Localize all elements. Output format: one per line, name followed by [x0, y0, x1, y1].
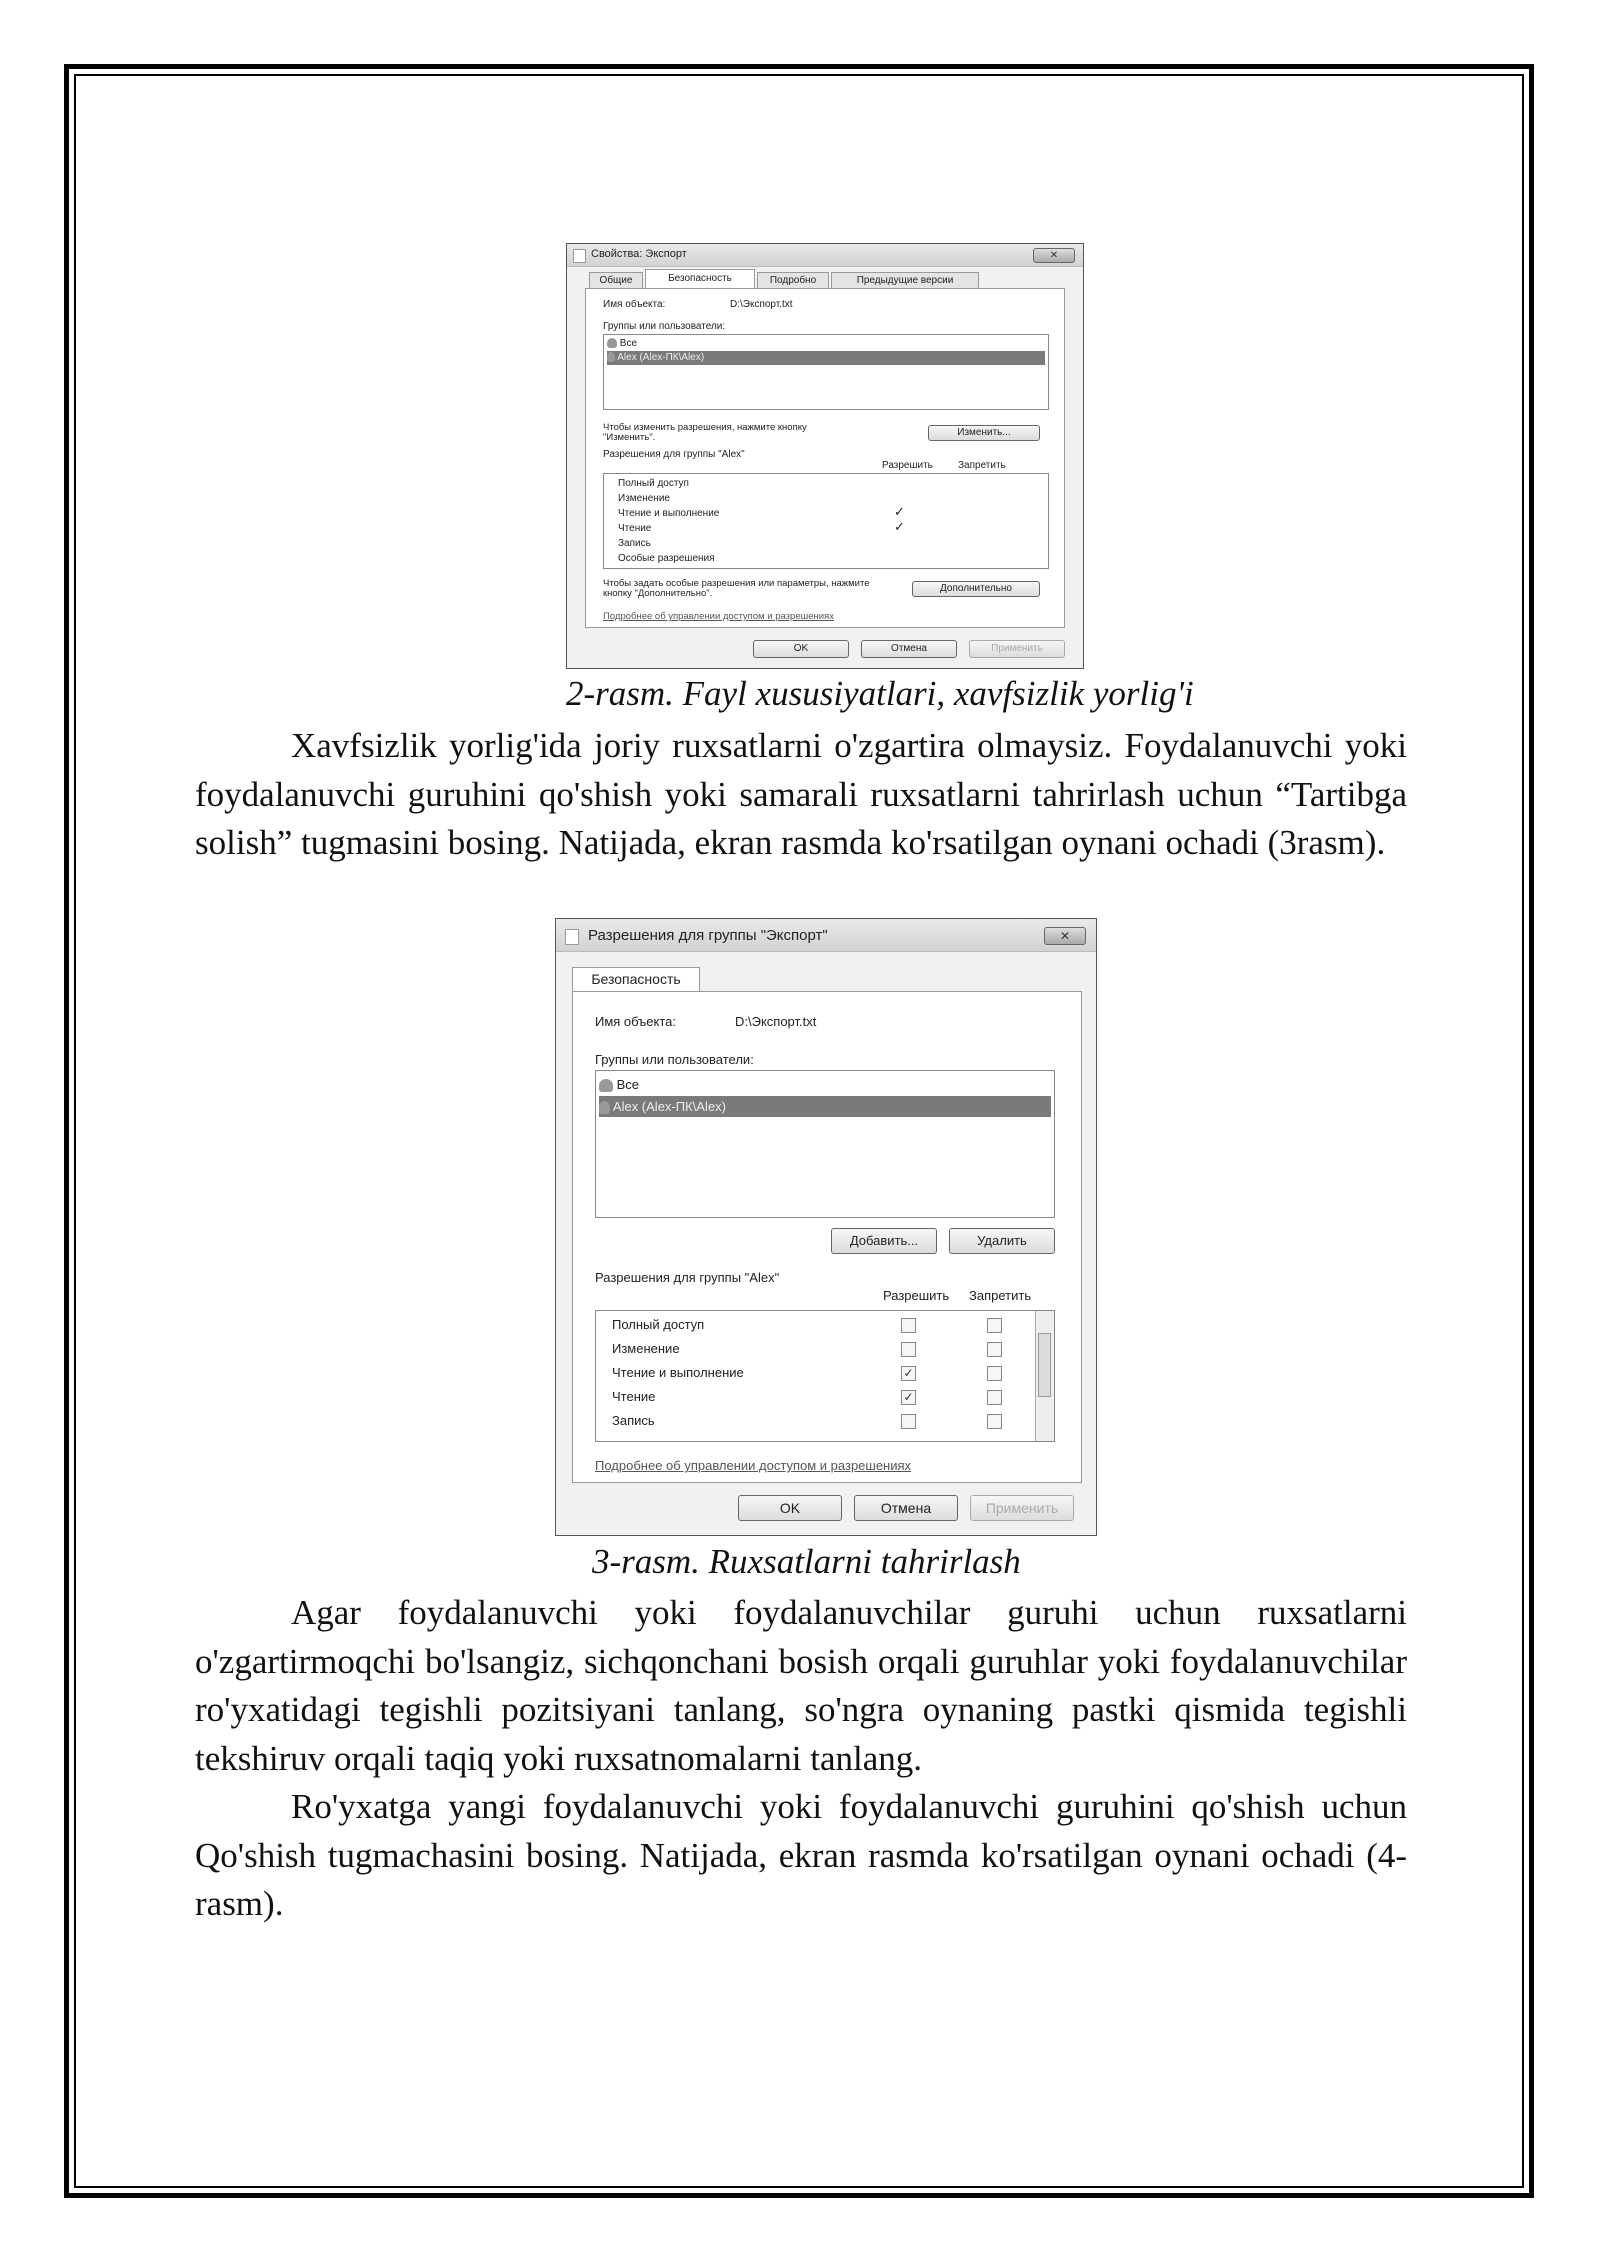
- allow-checkbox[interactable]: [901, 1342, 916, 1357]
- deny-checkbox[interactable]: [987, 1390, 1002, 1405]
- security-tab-panel: [585, 288, 1065, 628]
- users-group-icon: [599, 1079, 613, 1092]
- permission-row: Чтение: [618, 523, 652, 534]
- permission-row: Запись: [612, 1413, 655, 1428]
- ok-button[interactable]: OK: [753, 640, 849, 658]
- permission-row: Чтение и выполнение: [618, 508, 720, 519]
- close-button[interactable]: ✕: [1044, 927, 1086, 945]
- dialog-title: Разрешения для группы "Экспорт": [588, 927, 828, 944]
- permissions-label: Разрешения для группы "Alex": [595, 1270, 780, 1285]
- deny-column-header: Запретить: [969, 1288, 1032, 1303]
- user-icon: [599, 1101, 610, 1114]
- figure-3-caption: 3-rasm. Ruxsatlarni tahrirlash: [592, 1542, 1021, 1581]
- allow-checkbox[interactable]: ✓: [901, 1390, 916, 1405]
- permission-row: Полный доступ: [618, 478, 689, 489]
- list-item[interactable]: [607, 337, 1045, 351]
- object-name-label: Имя объекта:: [603, 299, 666, 310]
- deny-column-header: Запретить: [958, 460, 1006, 471]
- tab-general[interactable]: Общие: [589, 272, 643, 288]
- user-icon: [607, 352, 615, 362]
- permission-row: Чтение: [612, 1389, 656, 1404]
- dialog-title: Свойства: Экспорт: [591, 248, 687, 260]
- special-permissions-hint: Чтобы задать особые разрешения или параметры, нажмите кнопку "Дополнительно".: [603, 578, 870, 599]
- permission-row: Чтение и выполнение: [612, 1365, 744, 1380]
- tab-security[interactable]: Безопасность: [572, 967, 700, 991]
- users-listbox[interactable]: [603, 334, 1049, 410]
- properties-dialog-screenshot: [566, 243, 1084, 669]
- list-item[interactable]: [599, 1074, 1051, 1095]
- access-control-help-link[interactable]: Подробнее об управлении доступом и разрешениях: [595, 1458, 912, 1473]
- tab-previous-versions[interactable]: Предыдущие версии: [831, 272, 979, 288]
- file-icon: [565, 929, 579, 945]
- allow-column-header: Разрешить: [883, 1288, 950, 1303]
- group-permissions-dialog-screenshot: [555, 918, 1097, 1536]
- object-name-value: D:\Экспорт.txt: [735, 1014, 817, 1029]
- users-listbox[interactable]: [595, 1070, 1055, 1218]
- list-item[interactable]: [599, 1096, 1051, 1117]
- allow-column-header: Разрешить: [882, 460, 933, 471]
- add-button[interactable]: Добавить...: [831, 1228, 937, 1254]
- permission-row: Полный доступ: [612, 1317, 705, 1332]
- user-name: Alex (Alex-ПК\Alex): [612, 1099, 726, 1114]
- paragraph-3: Ro'yxatga yangi foydalanuvchi yoki foydalanuvchi guruhini qo'shish uchun Qo'shish tugmachasini bosing. Natijada, ekran rasmda ko'rsatilgan oynani ochadi (4-rasm).: [195, 1787, 1407, 1923]
- apply-button: Применить: [970, 1495, 1074, 1521]
- allow-check-icon: ✓: [894, 519, 905, 534]
- security-tab-panel: [572, 991, 1082, 1483]
- ok-button[interactable]: OK: [738, 1495, 842, 1521]
- permission-row: Изменение: [618, 493, 670, 504]
- groups-label: Группы или пользователи:: [603, 321, 726, 332]
- paragraph-1: Xavfsizlik yorlig'ida joriy ruxsatlarni o'zgartira olmaysiz. Foydalanuvchi yoki foydalanuvchi guruhini qo'shish yoki samarali ruxsatlarni tahrirlash uchun “Tartibga solish” tugmasini bosing. Natijada, ekran rasmda ko'rsatilgan oynani ochadi (3rasm).: [195, 726, 1407, 862]
- deny-checkbox[interactable]: [987, 1342, 1002, 1357]
- user-name: Все: [619, 338, 638, 349]
- remove-button[interactable]: Удалить: [949, 1228, 1055, 1254]
- tab-security[interactable]: Безопасность: [645, 269, 755, 289]
- permission-row: Запись: [618, 538, 651, 549]
- permissions-list: [595, 1310, 1055, 1442]
- file-icon: [573, 249, 586, 263]
- allow-checkbox[interactable]: ✓: [901, 1366, 916, 1381]
- permissions-label: Разрешения для группы "Alex": [603, 449, 745, 460]
- user-name: Alex (Alex-ПК\Alex): [617, 352, 705, 363]
- allow-check-icon: ✓: [894, 504, 905, 519]
- allow-checkbox[interactable]: [901, 1414, 916, 1429]
- users-group-icon: [607, 338, 617, 348]
- figure-2-caption: 2-rasm. Fayl xususiyatlari, xavfsizlik yorlig'i: [566, 674, 1194, 713]
- permission-row: Особые разрешения: [618, 553, 715, 564]
- cancel-button[interactable]: Отмена: [854, 1495, 958, 1521]
- allow-checkbox[interactable]: [901, 1318, 916, 1333]
- access-control-help-link[interactable]: Подробнее об управлении доступом и разрешениях: [603, 611, 834, 622]
- paragraph-2: Agar foydalanuvchi yoki foydalanuvchilar guruhi uchun ruxsatlarni o'zgartirmoqchi bo'lsangiz, sichqonchani bosish orqali guruhlar yoki foydalanuvchilar ro'yxatidagi tegishli pozitsiyani tanlang, so'ngra oynaning pastki qismida tegishli tekshiruv orqali taqiq yoki ruxsatnomalarni tanlang.: [195, 1593, 1407, 1778]
- cancel-button[interactable]: Отмена: [861, 640, 957, 658]
- object-name-value: D:\Экспорт.txt: [730, 299, 793, 310]
- scroll-thumb[interactable]: [1038, 1333, 1051, 1397]
- change-hint: Чтобы изменить разрешения, нажмите кнопку "Изменить".: [603, 422, 807, 443]
- dialog-titlebar: [567, 244, 1083, 267]
- tab-details[interactable]: Подробно: [757, 272, 829, 288]
- user-name: Все: [616, 1077, 640, 1092]
- permissions-scrollbar[interactable]: [1035, 1311, 1054, 1441]
- permission-row: Изменение: [612, 1341, 680, 1356]
- object-name-label: Имя объекта:: [595, 1014, 677, 1029]
- apply-button: Применить: [969, 640, 1065, 658]
- deny-checkbox[interactable]: [987, 1318, 1002, 1333]
- advanced-button[interactable]: Дополнительно: [912, 581, 1040, 597]
- deny-checkbox[interactable]: [987, 1414, 1002, 1429]
- close-button[interactable]: ✕: [1033, 248, 1075, 263]
- deny-checkbox[interactable]: [987, 1366, 1002, 1381]
- list-item[interactable]: [607, 351, 1045, 365]
- groups-label: Группы или пользователи:: [595, 1052, 754, 1067]
- dialog-titlebar: [556, 919, 1096, 952]
- change-button[interactable]: Изменить...: [928, 425, 1040, 441]
- permissions-list: [603, 473, 1049, 569]
